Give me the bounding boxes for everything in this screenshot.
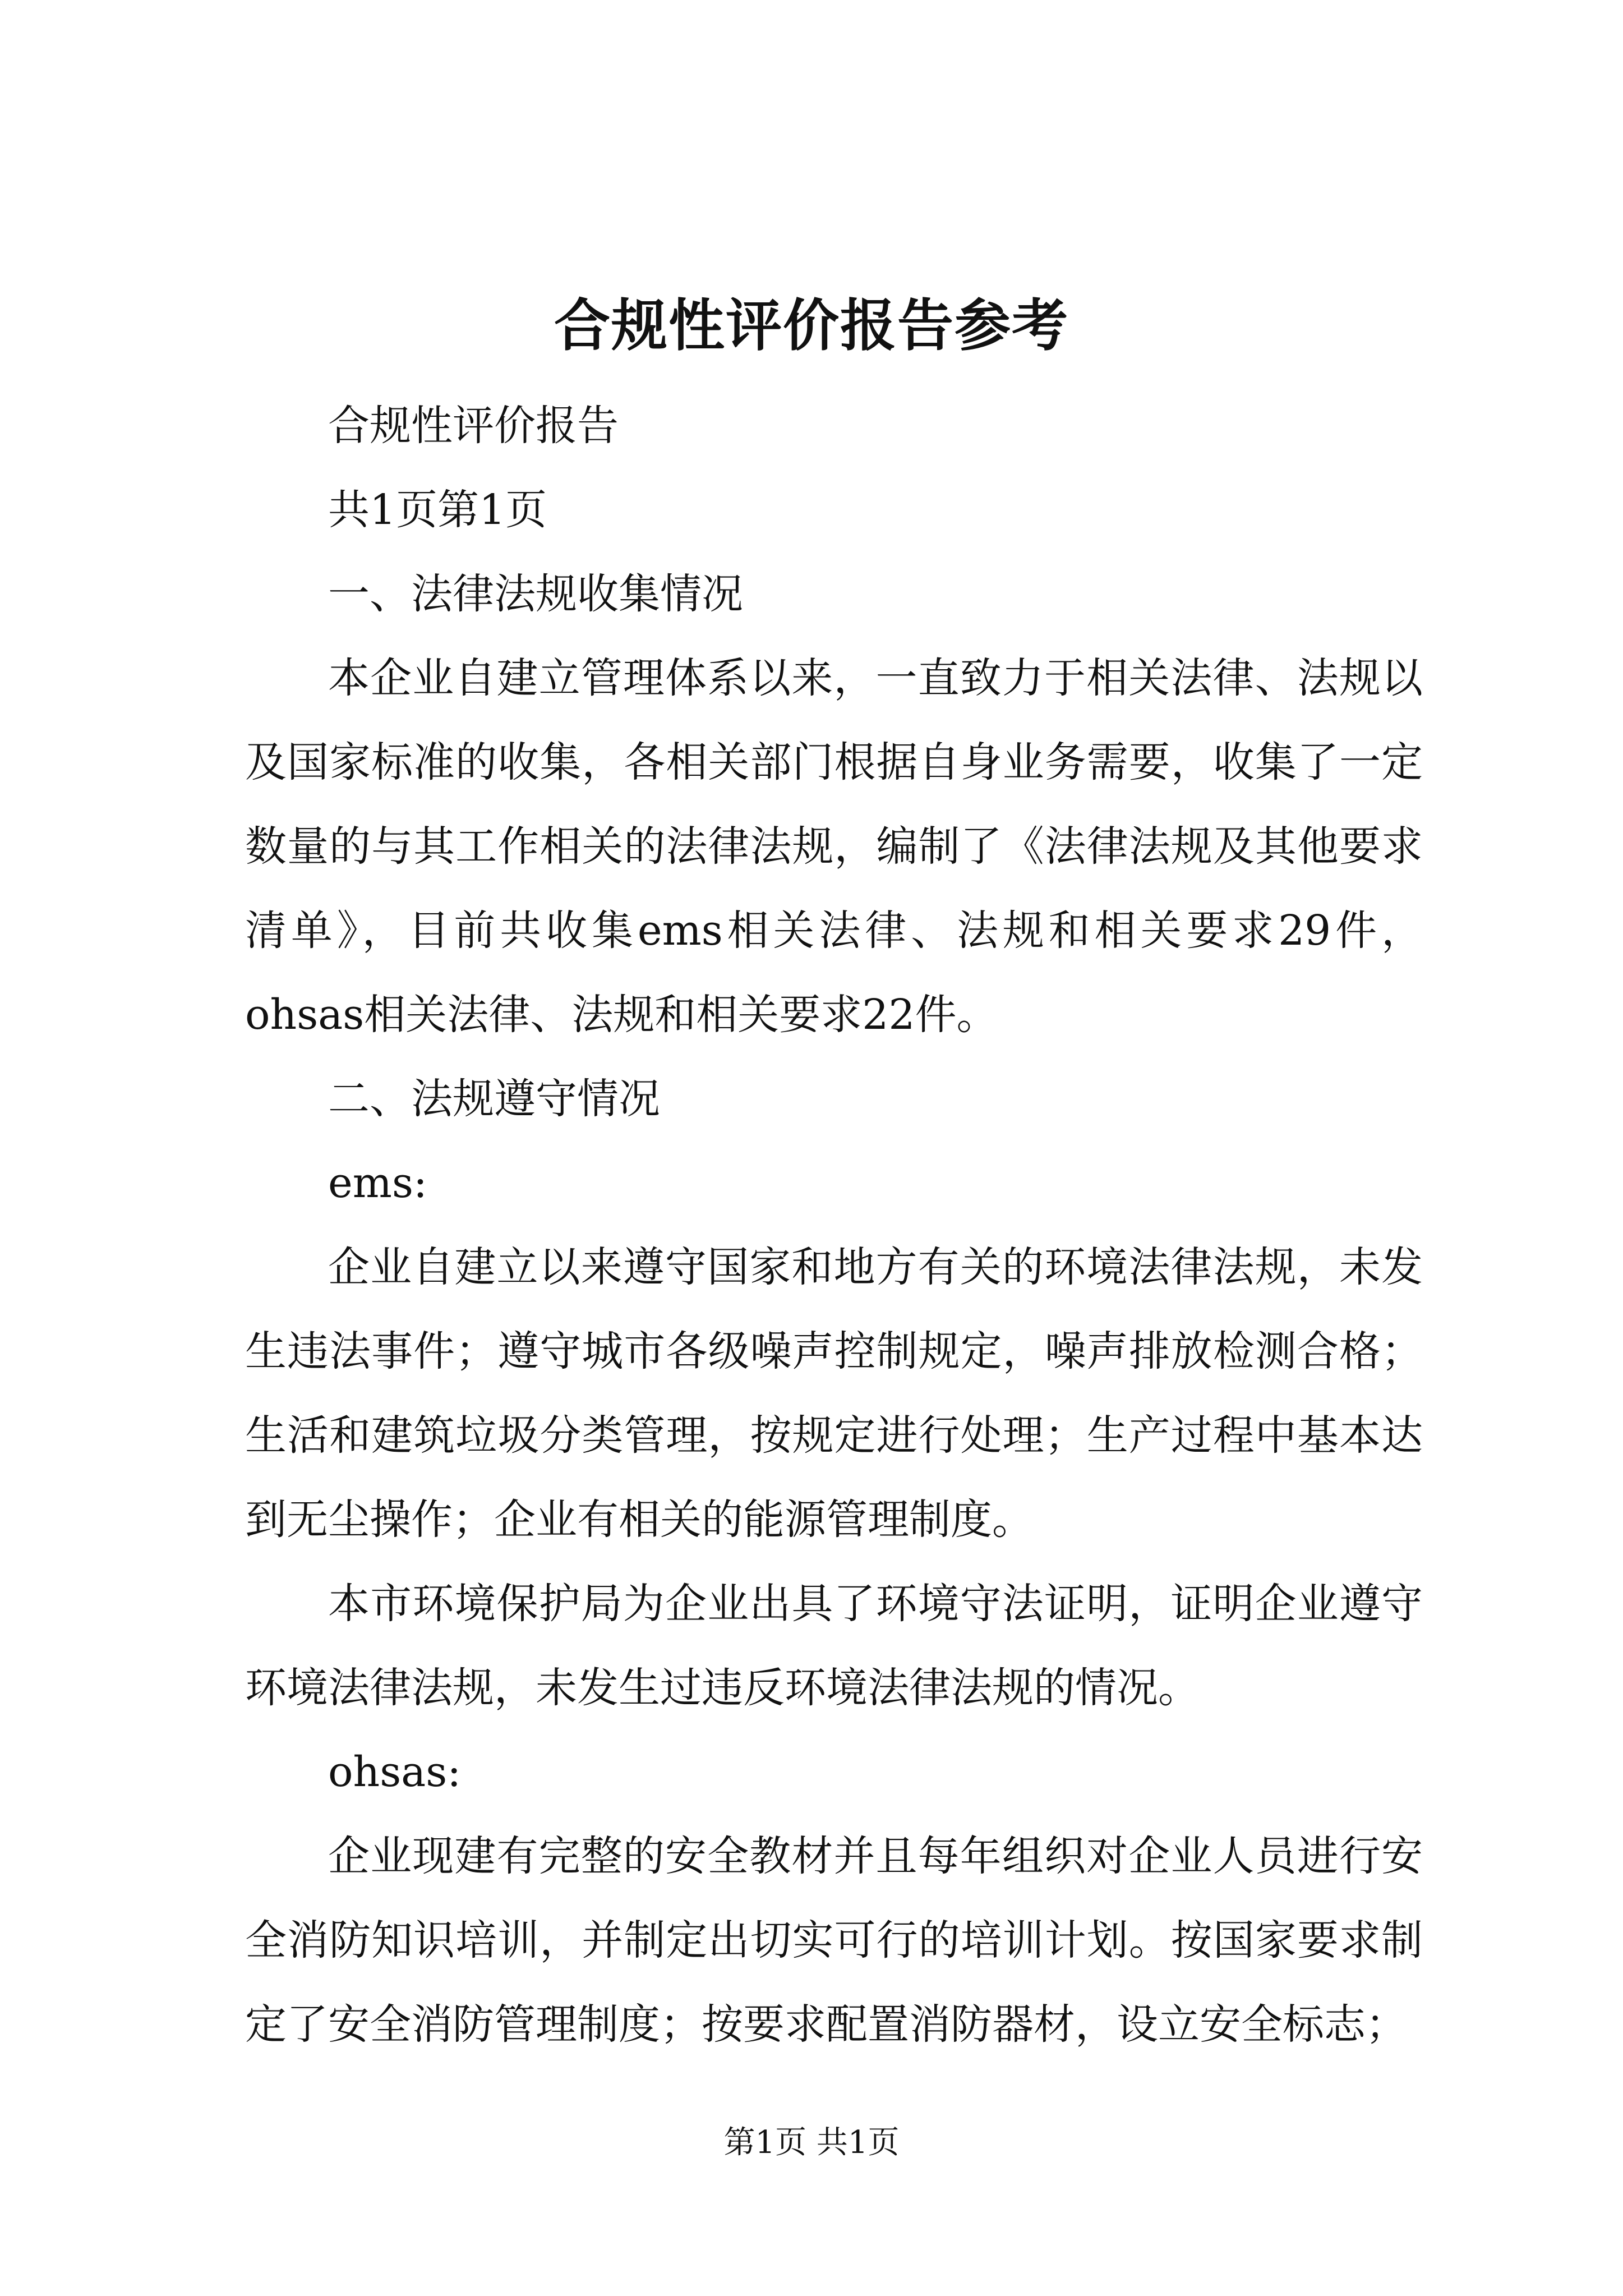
label-ohsas: ohsas:	[328, 1748, 462, 1796]
document-title: 合规性评价报告参考	[554, 292, 1069, 358]
paragraph-ems-compliance: 企业自建立以来遵守国家和地方有关的环境法律法规，未发生违法事件；遵守城市各级噪声控制规定，噪声排放检测合格；生活和建筑垃圾分类管理，按规定进行处理；生产过程中基本达到无尘操作；企业有相关的能源管理制度。	[245, 1243, 1423, 1544]
document-body	[245, 384, 1423, 2067]
paragraph-collection: 本企业自建立管理体系以来，一直致力于相关法律、法规以及国家标准的收集，各相关部门根据自身业务需要，收集了一定数量的与其工作相关的法律法规，编制了《法律法规及其他要求清单》，目前共收集ems相关法律、法规和相关要求29件，ohsas相关法律、法规和相关要求22件。	[245, 654, 1423, 1039]
section-heading-collection: 一、法律法规收集情况	[328, 570, 743, 618]
label-ems: ems:	[328, 1159, 427, 1207]
paragraph-page-count: 共1页第1页	[328, 486, 547, 534]
paragraph-ohsas-training: 企业现建有完整的安全教材并且每年组织对企业人员进行安全消防知识培训，并制定出切实可行的培训计划。按国家要求制定了安全消防管理制度；按要求配置消防器材，设立安全标志；	[245, 1832, 1423, 2049]
section-heading-compliance: 二、法规遵守情况	[328, 1075, 660, 1123]
page-footer: 第1页 共1页	[723, 2124, 900, 2161]
paragraph-subtitle: 合规性评价报告	[328, 402, 619, 450]
paragraph-ems-certificate: 本市环境保护局为企业出具了环境守法证明，证明企业遵守环境法律法规，未发生过违反环境法律法规的情况。	[245, 1580, 1423, 1712]
